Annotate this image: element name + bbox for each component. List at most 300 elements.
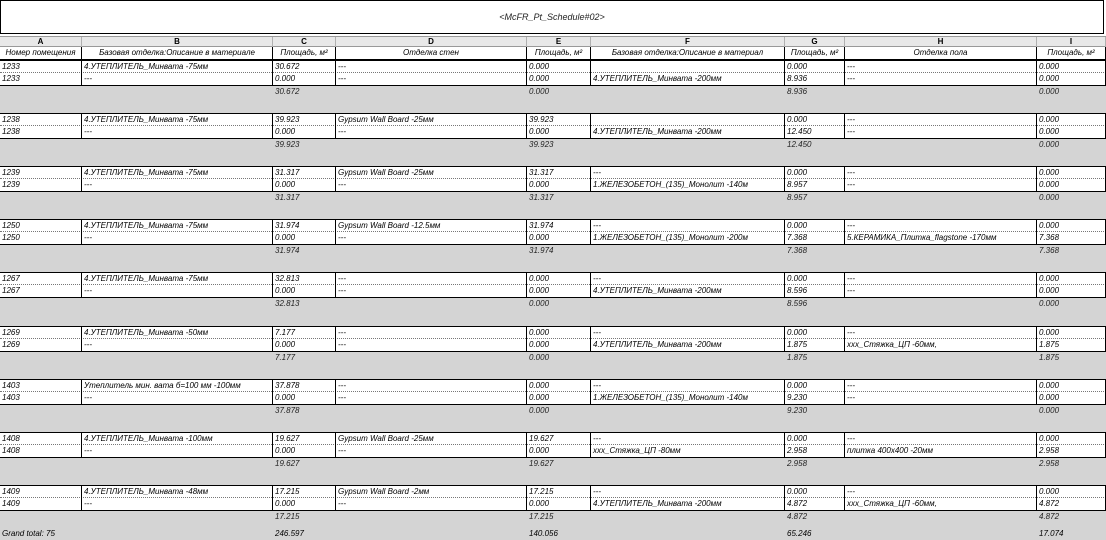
subtotal-c: 30.672	[275, 87, 300, 96]
subtotal-g: 8.936	[787, 87, 808, 96]
cell-f[interactable]: 4.УТЕПЛИТЕЛЬ_Минвата -200мм	[591, 126, 785, 138]
subtotal-row	[0, 192, 1106, 205]
cell-a[interactable]: 1267	[0, 285, 82, 297]
cell-h[interactable]: ---	[845, 285, 1037, 297]
subtotal-g: 4.872	[787, 512, 808, 521]
cell-f[interactable]: 4.УТЕПЛИТЕЛЬ_Минвата -200мм	[591, 285, 785, 297]
cell-b[interactable]: 4.УТЕПЛИТЕЛЬ_Минвата -100мм	[82, 433, 273, 445]
column-letter-e[interactable]: E	[527, 37, 591, 47]
cell-b[interactable]: 4.УТЕПЛИТЕЛЬ_Минвата -75мм	[82, 61, 273, 73]
cell-h[interactable]: ---	[845, 327, 1037, 339]
column-letter-d[interactable]: D	[336, 37, 527, 47]
cell-g[interactable]: 4.872	[785, 498, 845, 510]
subtotal-d	[336, 192, 527, 204]
subtotal-b	[82, 458, 273, 470]
subtotal-e: 0.000	[529, 299, 550, 308]
subtotal-d	[336, 405, 527, 417]
cell-i[interactable]: 0.000	[1037, 114, 1106, 126]
cell-c[interactable]: 0.000	[273, 392, 336, 404]
column-letter-h[interactable]: H	[845, 37, 1037, 47]
cell-i[interactable]: 0.000	[1037, 167, 1106, 179]
field-header-i[interactable]: Площадь, м²	[1037, 47, 1106, 59]
subtotal-f	[591, 245, 785, 257]
cell-c[interactable]: 0.000	[273, 339, 336, 351]
cell-h[interactable]: плитка 400х400 -20мм	[845, 445, 1037, 457]
cell-d[interactable]: ---	[336, 339, 527, 351]
cell-g[interactable]: 0.000	[785, 273, 845, 285]
table-row[interactable]	[0, 113, 1106, 126]
subtotal-h	[845, 139, 1037, 151]
column-letter-f[interactable]: F	[591, 37, 785, 47]
cell-e[interactable]: 0.000	[527, 445, 591, 457]
cell-h[interactable]: ---	[845, 273, 1037, 285]
cell-b[interactable]: ---	[82, 445, 273, 457]
cell-i[interactable]: 0.000	[1037, 126, 1106, 138]
table-row[interactable]	[0, 379, 1106, 392]
cell-g[interactable]: 9.230	[785, 392, 845, 404]
subtotal-g: 2.958	[787, 459, 808, 468]
cell-h[interactable]: ---	[845, 179, 1037, 191]
subtotal-i: 0.000	[1039, 406, 1060, 415]
cell-i[interactable]: 4.872	[1037, 498, 1106, 510]
cell-c[interactable]: 37.878	[273, 380, 336, 392]
cell-d[interactable]: ---	[336, 445, 527, 457]
cell-b[interactable]: ---	[82, 339, 273, 351]
subtotal-i: 2.958	[1039, 459, 1060, 468]
cell-d[interactable]: ---	[336, 273, 527, 285]
cell-e[interactable]: 19.627	[527, 433, 591, 445]
grand-total-col-e: 140.056	[529, 529, 558, 538]
cell-b[interactable]: ---	[82, 232, 273, 244]
cell-c[interactable]: 31.974	[273, 220, 336, 232]
field-header-a[interactable]: Номер помещения	[0, 47, 82, 59]
cell-f[interactable]: ---	[591, 327, 785, 339]
subtotal-c: 39.923	[275, 140, 300, 149]
cell-e[interactable]: 0.000	[527, 179, 591, 191]
cell-c[interactable]: 0.000	[273, 498, 336, 510]
cell-i[interactable]: 0.000	[1037, 73, 1106, 85]
cell-g[interactable]: 0.000	[785, 327, 845, 339]
subtotal-row	[0, 511, 1106, 524]
table-row[interactable]	[0, 326, 1106, 339]
cell-c[interactable]: 31.317	[273, 167, 336, 179]
field-header-b[interactable]: Базовая отделка:Описание в материале	[82, 47, 273, 59]
cell-a[interactable]: 1409	[0, 498, 82, 510]
cell-a[interactable]: 1239	[0, 179, 82, 191]
cell-b[interactable]: ---	[82, 285, 273, 297]
subtotal-f	[591, 192, 785, 204]
cell-f[interactable]: ххх_Стяжка_ЦП -80мм	[591, 445, 785, 457]
cell-h[interactable]: ---	[845, 486, 1037, 498]
cell-i[interactable]: 0.000	[1037, 327, 1106, 339]
field-header-row	[0, 47, 1106, 60]
cell-e[interactable]: 17.215	[527, 486, 591, 498]
subtotal-g: 8.957	[787, 193, 808, 202]
subtotal-h	[845, 192, 1037, 204]
cell-b[interactable]: ---	[82, 392, 273, 404]
subtotal-h	[845, 511, 1037, 523]
cell-f[interactable]: ---	[591, 167, 785, 179]
cell-b[interactable]: ---	[82, 179, 273, 191]
cell-e[interactable]: 0.000	[527, 327, 591, 339]
cell-f[interactable]	[591, 114, 785, 126]
cell-c[interactable]: 0.000	[273, 73, 336, 85]
cell-d[interactable]: ---	[336, 61, 527, 73]
subtotal-row	[0, 139, 1106, 152]
cell-i[interactable]: 0.000	[1037, 392, 1106, 404]
cell-f[interactable]: 1.ЖЕЛЕЗОБЕТОН_(135)_Монолит -200м	[591, 232, 785, 244]
cell-e[interactable]: 0.000	[527, 232, 591, 244]
cell-b[interactable]: 4.УТЕПЛИТЕЛЬ_Минвата -75мм	[82, 273, 273, 285]
subtotal-e: 19.627	[529, 459, 554, 468]
subtotal-i: 4.872	[1039, 512, 1060, 521]
cell-e[interactable]: 0.000	[527, 61, 591, 73]
cell-c[interactable]: 0.000	[273, 232, 336, 244]
cell-g[interactable]: 0.000	[785, 486, 845, 498]
subtotal-f	[591, 352, 785, 364]
subtotal-g: 12.450	[787, 140, 812, 149]
cell-a[interactable]: 1269	[0, 327, 82, 339]
subtotal-i: 1.875	[1039, 353, 1060, 362]
subtotal-a	[0, 458, 82, 470]
cell-f[interactable]: ---	[591, 273, 785, 285]
subtotal-b	[82, 511, 273, 523]
subtotal-row	[0, 458, 1106, 471]
cell-d[interactable]: ---	[336, 327, 527, 339]
subtotal-row	[0, 298, 1106, 311]
table-row[interactable]	[0, 392, 1106, 405]
cell-h[interactable]: ---	[845, 73, 1037, 85]
cell-e[interactable]: 31.974	[527, 220, 591, 232]
cell-h[interactable]: ххх_Стяжка_ЦП -60мм,	[845, 339, 1037, 351]
subtotal-i: 0.000	[1039, 193, 1060, 202]
subtotal-a	[0, 245, 82, 257]
subtotal-h	[845, 245, 1037, 257]
room-group	[0, 219, 1106, 273]
subtotal-b	[82, 245, 273, 257]
subtotal-c: 7.177	[275, 353, 296, 362]
cell-g[interactable]: 8.957	[785, 179, 845, 191]
cell-g[interactable]: 0.000	[785, 220, 845, 232]
cell-i[interactable]: 7.368	[1037, 232, 1106, 244]
cell-h[interactable]: ---	[845, 61, 1037, 73]
column-letter-a[interactable]: A	[0, 37, 82, 47]
subtotal-a	[0, 298, 82, 310]
cell-i[interactable]: 2.958	[1037, 445, 1106, 457]
grand-total-row	[0, 527, 1106, 540]
grand-total-col-g: 65.246	[787, 529, 812, 538]
table-row[interactable]	[0, 445, 1106, 458]
cell-d[interactable]: Gypsum Wall Board -25мм	[336, 114, 527, 126]
subtotal-a	[0, 352, 82, 364]
room-group	[0, 379, 1106, 433]
cell-h[interactable]: ---	[845, 167, 1037, 179]
subtotal-g: 7.368	[787, 246, 808, 255]
subtotal-c: 32.813	[275, 299, 300, 308]
cell-f[interactable]: 4.УТЕПЛИТЕЛЬ_Минвата -200мм	[591, 73, 785, 85]
cell-a[interactable]: 1239	[0, 167, 82, 179]
subtotal-g: 1.875	[787, 353, 808, 362]
cell-a[interactable]: 1233	[0, 61, 82, 73]
cell-h[interactable]: ---	[845, 392, 1037, 404]
subtotal-i: 0.000	[1039, 299, 1060, 308]
cell-a[interactable]: 1408	[0, 445, 82, 457]
column-letter-c[interactable]: C	[273, 37, 336, 47]
subtotal-d	[336, 245, 527, 257]
cell-b[interactable]: 4.УТЕПЛИТЕЛЬ_Минвата -75мм	[82, 220, 273, 232]
room-group	[0, 166, 1106, 220]
cell-f[interactable]: ---	[591, 380, 785, 392]
table-row[interactable]	[0, 432, 1106, 445]
subtotal-e: 0.000	[529, 406, 550, 415]
cell-f[interactable]: 4.УТЕПЛИТЕЛЬ_Минвата -200мм	[591, 498, 785, 510]
cell-a[interactable]: 1250	[0, 220, 82, 232]
cell-c[interactable]: 30.672	[273, 61, 336, 73]
cell-f[interactable]	[591, 61, 785, 73]
table-row[interactable]	[0, 339, 1106, 352]
cell-b[interactable]: 4.УТЕПЛИТЕЛЬ_Минвата -48мм	[82, 486, 273, 498]
cell-f[interactable]: 4.УТЕПЛИТЕЛЬ_Минвата -200мм	[591, 339, 785, 351]
subtotal-h	[845, 298, 1037, 310]
cell-e[interactable]: 39.923	[527, 114, 591, 126]
cell-h[interactable]: 5.КЕРАМИКА_Плитка_flagstone -170мм	[845, 232, 1037, 244]
cell-a[interactable]: 1250	[0, 232, 82, 244]
table-row[interactable]	[0, 166, 1106, 179]
table-row[interactable]	[0, 73, 1106, 86]
cell-g[interactable]: 0.000	[785, 61, 845, 73]
cell-b[interactable]: Утеплитель мин. вата б=100 мм -100мм	[82, 380, 273, 392]
cell-a[interactable]: 1238	[0, 126, 82, 138]
cell-d[interactable]: Gypsum Wall Board -25мм	[336, 433, 527, 445]
subtotal-h	[845, 86, 1037, 98]
cell-b[interactable]: 4.УТЕПЛИТЕЛЬ_Минвата -50мм	[82, 327, 273, 339]
cell-i[interactable]: 0.000	[1037, 61, 1106, 73]
table-row[interactable]	[0, 126, 1106, 139]
cell-f[interactable]: ---	[591, 486, 785, 498]
cell-e[interactable]: 0.000	[527, 392, 591, 404]
cell-h[interactable]: ---	[845, 433, 1037, 445]
field-header-f[interactable]: Базовая отделка:Описание в материал	[591, 47, 785, 59]
subtotal-f	[591, 511, 785, 523]
cell-g[interactable]: 0.000	[785, 433, 845, 445]
subtotal-e: 39.923	[529, 140, 554, 149]
cell-c[interactable]: 0.000	[273, 445, 336, 457]
cell-d[interactable]: Gypsum Wall Board -25мм	[336, 167, 527, 179]
cell-d[interactable]: ---	[336, 73, 527, 85]
cell-c[interactable]: 19.627	[273, 433, 336, 445]
cell-e[interactable]: 0.000	[527, 73, 591, 85]
cell-i[interactable]: 1.875	[1037, 339, 1106, 351]
column-letter-row	[0, 36, 1106, 47]
grand-total-label: Grand total: 75	[2, 529, 55, 538]
table-row[interactable]	[0, 498, 1106, 511]
subtotal-i: 7.368	[1039, 246, 1060, 255]
subtotal-e: 0.000	[529, 353, 550, 362]
cell-b[interactable]: ---	[82, 73, 273, 85]
cell-g[interactable]: 7.368	[785, 232, 845, 244]
subtotal-h	[845, 458, 1037, 470]
table-row[interactable]	[0, 219, 1106, 232]
subtotal-e: 0.000	[529, 87, 550, 96]
cell-a[interactable]: 1403	[0, 392, 82, 404]
cell-f[interactable]: ---	[591, 220, 785, 232]
cell-g[interactable]: 2.958	[785, 445, 845, 457]
cell-i[interactable]: 0.000	[1037, 220, 1106, 232]
subtotal-a	[0, 511, 82, 523]
subtotal-b	[82, 352, 273, 364]
cell-g[interactable]: 8.596	[785, 285, 845, 297]
subtotal-h	[845, 352, 1037, 364]
cell-c[interactable]: 0.000	[273, 126, 336, 138]
cell-h[interactable]: ---	[845, 220, 1037, 232]
cell-i[interactable]: 0.000	[1037, 486, 1106, 498]
cell-e[interactable]: 0.000	[527, 380, 591, 392]
cell-d[interactable]: ---	[336, 392, 527, 404]
cell-g[interactable]: 1.875	[785, 339, 845, 351]
cell-g[interactable]: 0.000	[785, 380, 845, 392]
cell-d[interactable]: Gypsum Wall Board -12.5мм	[336, 220, 527, 232]
cell-b[interactable]: ---	[82, 498, 273, 510]
cell-a[interactable]: 1409	[0, 486, 82, 498]
cell-i[interactable]: 0.000	[1037, 433, 1106, 445]
grand-total-col-c: 246.597	[275, 529, 304, 538]
cell-d[interactable]: ---	[336, 380, 527, 392]
subtotal-c: 19.627	[275, 459, 300, 468]
cell-f[interactable]: 1.ЖЕЛЕЗОБЕТОН_(135)_Монолит -140м	[591, 179, 785, 191]
field-header-c[interactable]: Площадь, м²	[273, 47, 336, 59]
cell-i[interactable]: 0.000	[1037, 285, 1106, 297]
subtotal-a	[0, 192, 82, 204]
cell-c[interactable]: 32.813	[273, 273, 336, 285]
cell-a[interactable]: 1269	[0, 339, 82, 351]
subtotal-d	[336, 458, 527, 470]
subtotal-g: 9.230	[787, 406, 808, 415]
table-row[interactable]	[0, 285, 1106, 298]
cell-c[interactable]: 7.177	[273, 327, 336, 339]
cell-i[interactable]: 0.000	[1037, 380, 1106, 392]
cell-b[interactable]: 4.УТЕПЛИТЕЛЬ_Минвата -75мм	[82, 114, 273, 126]
cell-d[interactable]: ---	[336, 285, 527, 297]
cell-i[interactable]: 0.000	[1037, 273, 1106, 285]
subtotal-row	[0, 405, 1106, 418]
subtotal-e: 17.215	[529, 512, 554, 521]
field-header-e[interactable]: Площадь, м²	[527, 47, 591, 59]
cell-e[interactable]: 0.000	[527, 126, 591, 138]
subtotal-b	[82, 192, 273, 204]
cell-e[interactable]: 31.317	[527, 167, 591, 179]
subtotal-d	[336, 139, 527, 151]
column-letter-b[interactable]: B	[82, 37, 273, 47]
cell-a[interactable]: 1403	[0, 380, 82, 392]
cell-d[interactable]: ---	[336, 126, 527, 138]
subtotal-a	[0, 86, 82, 98]
subtotal-i: 0.000	[1039, 140, 1060, 149]
column-letter-i[interactable]: I	[1037, 37, 1106, 47]
cell-b[interactable]: 4.УТЕПЛИТЕЛЬ_Минвата -75мм	[82, 167, 273, 179]
room-group	[0, 113, 1106, 167]
cell-d[interactable]: Gypsum Wall Board -2мм	[336, 486, 527, 498]
subtotal-d	[336, 298, 527, 310]
cell-b[interactable]: ---	[82, 126, 273, 138]
field-header-d[interactable]: Отделка стен	[336, 47, 527, 59]
subtotal-d	[336, 86, 527, 98]
cell-i[interactable]: 0.000	[1037, 179, 1106, 191]
subtotal-e: 31.974	[529, 246, 554, 255]
subtotal-f	[591, 139, 785, 151]
subtotal-i: 0.000	[1039, 87, 1060, 96]
column-letter-g[interactable]: G	[785, 37, 845, 47]
room-group	[0, 272, 1106, 326]
subtotal-f	[591, 405, 785, 417]
cell-d[interactable]: ---	[336, 232, 527, 244]
subtotal-b	[82, 86, 273, 98]
cell-a[interactable]: 1267	[0, 273, 82, 285]
cell-c[interactable]: 0.000	[273, 179, 336, 191]
subtotal-c: 37.878	[275, 406, 300, 415]
schedule-title: <McFR_Pt_Schedule#02>	[0, 0, 1104, 34]
subtotal-b	[82, 139, 273, 151]
cell-e[interactable]: 0.000	[527, 273, 591, 285]
cell-c[interactable]: 0.000	[273, 285, 336, 297]
cell-a[interactable]: 1233	[0, 73, 82, 85]
cell-f[interactable]: 1.ЖЕЛЕЗОБЕТОН_(135)_Монолит -140м	[591, 392, 785, 404]
cell-g[interactable]: 8.936	[785, 73, 845, 85]
subtotal-e: 31.317	[529, 193, 554, 202]
cell-h[interactable]: ххх_Стяжка_ЦП -60мм,	[845, 498, 1037, 510]
cell-a[interactable]: 1238	[0, 114, 82, 126]
cell-g[interactable]: 12.450	[785, 126, 845, 138]
subtotal-g: 8.596	[787, 299, 808, 308]
subtotal-f	[591, 458, 785, 470]
field-header-g[interactable]: Площадь, м²	[785, 47, 845, 59]
subtotal-row	[0, 86, 1106, 99]
subtotal-f	[591, 298, 785, 310]
cell-e[interactable]: 0.000	[527, 339, 591, 351]
cell-g[interactable]: 0.000	[785, 114, 845, 126]
subtotal-c: 17.215	[275, 512, 300, 521]
table-row[interactable]	[0, 60, 1106, 73]
cell-a[interactable]: 1408	[0, 433, 82, 445]
subtotal-d	[336, 511, 527, 523]
room-group	[0, 60, 1106, 114]
room-group	[0, 326, 1106, 380]
field-header-h[interactable]: Отделка пола	[845, 47, 1037, 59]
cell-g[interactable]: 0.000	[785, 167, 845, 179]
cell-e[interactable]: 0.000	[527, 285, 591, 297]
subtotal-c: 31.974	[275, 246, 300, 255]
subtotal-row	[0, 352, 1106, 365]
schedule-body	[0, 60, 1106, 540]
cell-e[interactable]: 0.000	[527, 498, 591, 510]
subtotal-b	[82, 298, 273, 310]
cell-h[interactable]: ---	[845, 126, 1037, 138]
cell-h[interactable]: ---	[845, 114, 1037, 126]
subtotal-a	[0, 139, 82, 151]
table-row[interactable]	[0, 232, 1106, 245]
cell-f[interactable]: ---	[591, 433, 785, 445]
cell-h[interactable]: ---	[845, 380, 1037, 392]
cell-d[interactable]: ---	[336, 498, 527, 510]
cell-c[interactable]: 17.215	[273, 486, 336, 498]
table-row[interactable]	[0, 485, 1106, 498]
subtotal-h	[845, 405, 1037, 417]
subtotal-f	[591, 86, 785, 98]
table-row[interactable]	[0, 179, 1106, 192]
table-row[interactable]	[0, 272, 1106, 285]
cell-c[interactable]: 39.923	[273, 114, 336, 126]
subtotal-b	[82, 405, 273, 417]
cell-d[interactable]: ---	[336, 179, 527, 191]
